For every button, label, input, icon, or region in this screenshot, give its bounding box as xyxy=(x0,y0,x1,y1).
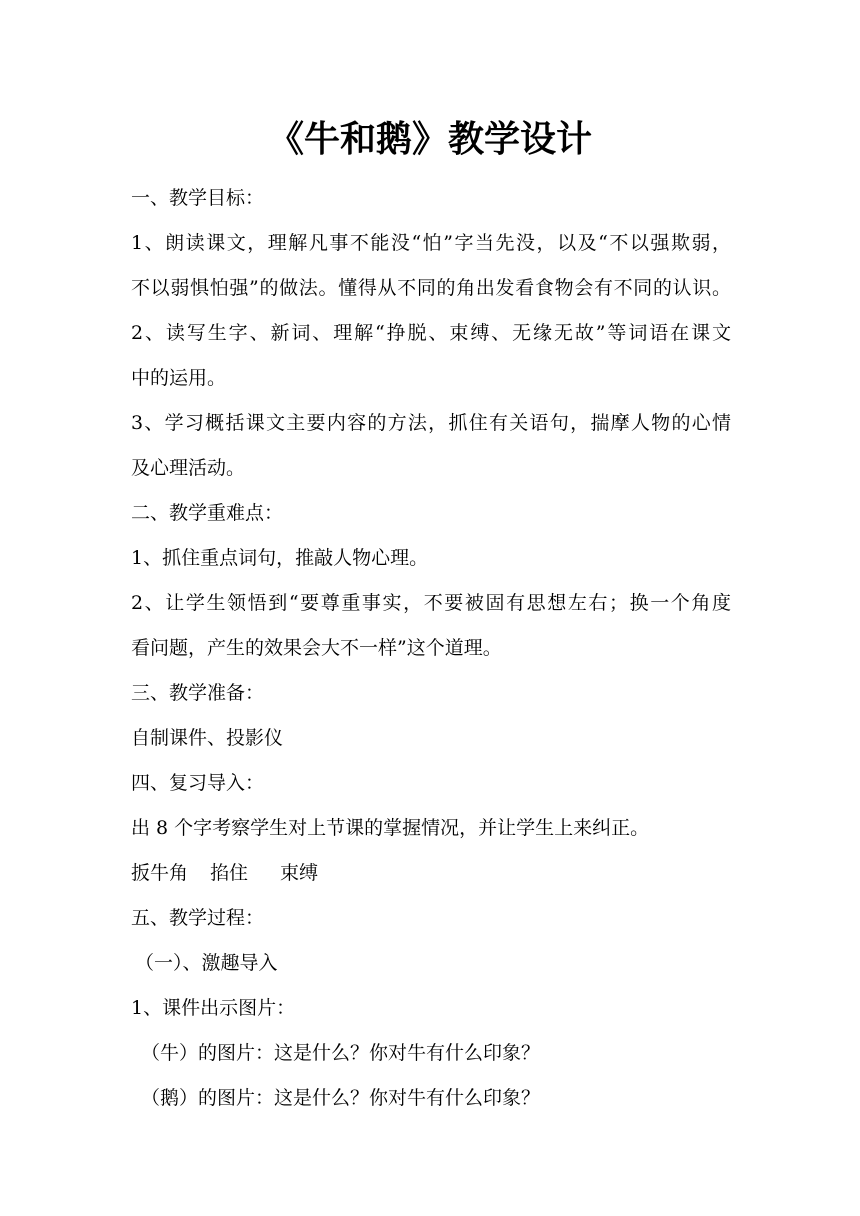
section-heading-key-points: 二、教学重难点： xyxy=(131,502,284,524)
process-question-1: （牛）的图片：这是什么？你对牛有什么印象？ xyxy=(141,1042,541,1064)
key-point-2-line-1: 2、让学生领悟到“要尊重事实，不要被固有思想左右；换一个角度 xyxy=(131,592,731,614)
review-word-list xyxy=(131,851,731,896)
review-word: 扳牛角 xyxy=(131,862,189,884)
section-heading-preparation: 三、教学准备： xyxy=(131,682,265,704)
key-point-1: 1、抓住重点词句，推敲人物心理。 xyxy=(131,547,429,569)
process-question-2: （鹅）的图片：这是什么？你对牛有什么印象？ xyxy=(141,1087,541,1109)
key-point-2-line-2: 看问题，产生的效果会大不一样”这个道理。 xyxy=(131,637,502,659)
objective-3-line-1: 3、学习概括课文主要内容的方法，抓住有关语句，揣摩人物的心情 xyxy=(131,412,731,434)
document-body xyxy=(131,176,731,1121)
objective-1-line-2: 不以弱惧怕强”的做法。懂得从不同的角出发看食物会有不同的认识。 xyxy=(131,277,731,299)
process-subheading-1: （一）、激趣导入 xyxy=(135,952,278,974)
objective-1-line-1: 1、朗读课文，理解凡事不能没“怕”字当先没，以及“不以强欺弱， xyxy=(131,232,731,254)
process-item-1: 1、课件出示图片： xyxy=(131,997,296,1019)
section-heading-process: 五、教学过程： xyxy=(131,907,265,929)
objective-3-line-2: 及心理活动。 xyxy=(131,457,246,479)
objective-2-line-1: 2、读写生字、新词、理解“挣脱、束缚、无缘无故”等词语在课文 xyxy=(131,322,731,344)
section-heading-objectives: 一、教学目标： xyxy=(131,187,265,209)
review-word: 掐住 xyxy=(210,862,249,884)
preparation-content: 自制课件、投影仪 xyxy=(131,727,284,749)
review-content: 出 8 个字考察学生对上节课的掌握情况，并让学生上来纠正。 xyxy=(131,817,650,839)
section-heading-review: 四、复习导入： xyxy=(131,772,265,794)
document-title: 《牛和鹅》教学设计 xyxy=(267,118,592,160)
objective-2-line-2: 中的运用。 xyxy=(131,367,227,389)
review-word: 束缚 xyxy=(280,862,319,884)
